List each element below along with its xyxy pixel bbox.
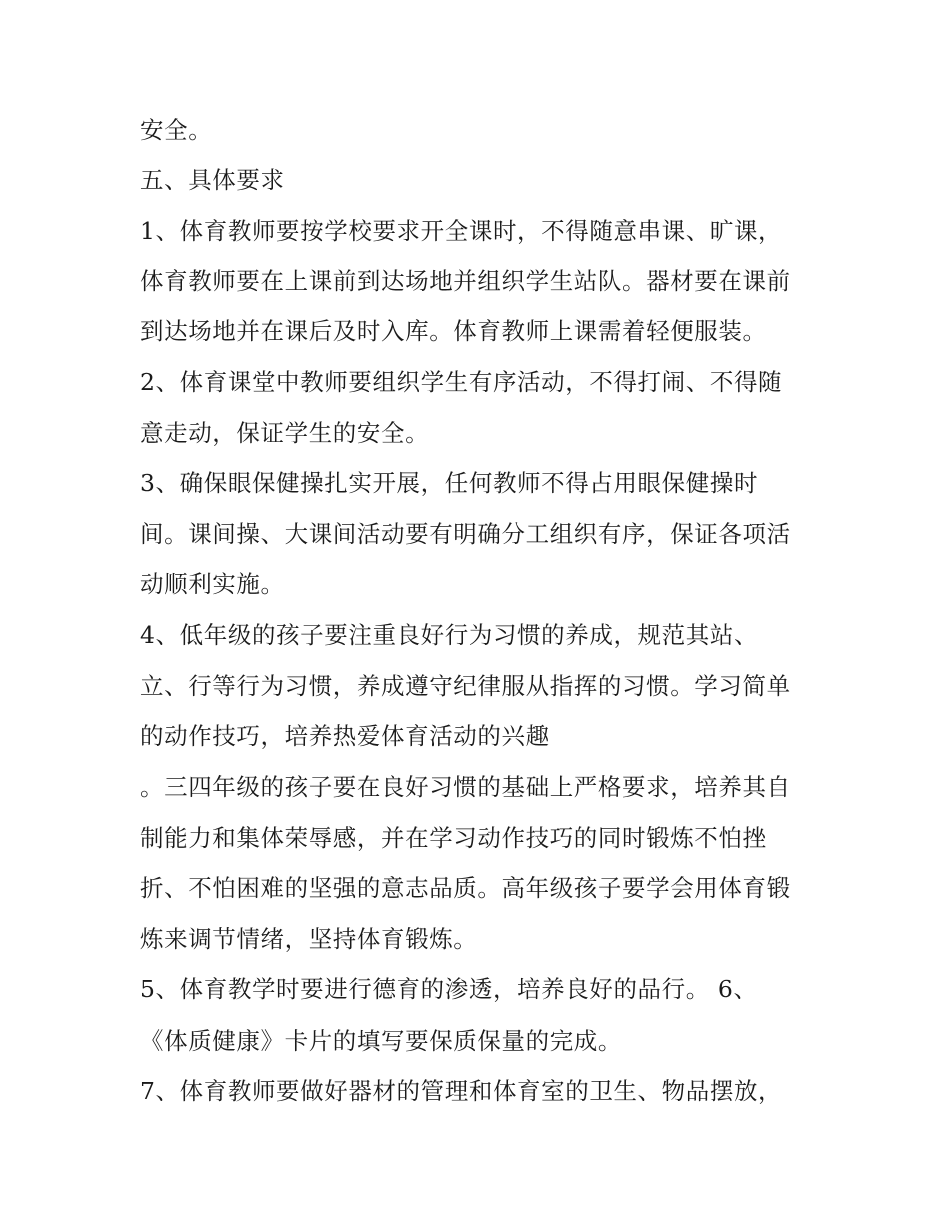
- text-line: 到达场地并在课后及时入库。体育教师上课需着轻便服装。: [140, 317, 767, 345]
- text-line: 5、体育教学时要进行德育的渗透，培养良好的品行。 6、: [140, 975, 758, 1003]
- section-heading: 五、具体要求: [140, 166, 285, 194]
- text-line: 。三四年级的孩子要在良好习惯的基础上严格要求，培养其自: [140, 773, 791, 801]
- text-line: 间。课间操、大课间活动要有明确分工组织有序，保证各项活: [140, 520, 791, 548]
- text-line: 4、低年级的孩子要注重良好行为习惯的养成，规范其站、: [140, 621, 759, 649]
- text-line: 1、体育教师要按学校要求开全课时，不得随意串课、旷课，: [140, 217, 783, 245]
- text-line: 7、体育教师要做好器材的管理和体育室的卫生、物品摆放，: [140, 1077, 783, 1105]
- text-line: 意走动，保证学生的安全。: [140, 419, 430, 447]
- text-line: 立、行等行为习惯，养成遵守纪律服从指挥的习惯。学习简单: [140, 672, 791, 700]
- text-line: 炼来调节情绪，坚持体育锻炼。: [140, 925, 478, 953]
- text-line: 制能力和集体荣辱感，并在学习动作技巧的同时锻炼不怕挫: [140, 824, 767, 852]
- text-line: 2、体育课堂中教师要组织学生有序活动，不得打闹、不得随: [140, 368, 783, 396]
- text-line: 动顺利实施。: [140, 570, 285, 598]
- text-line: 体育教师要在上课前到达场地并组织学生站队。器材要在课前: [140, 267, 791, 295]
- text-line: 的动作技巧，培养热爱体育活动的兴趣: [140, 722, 550, 750]
- text-line: 安全。: [140, 116, 213, 144]
- text-line: 折、不怕困难的坚强的意志品质。高年级孩子要学会用体育锻: [140, 874, 791, 902]
- text-line: 《体质健康》卡片的填写要保质保量的完成。: [140, 1027, 622, 1055]
- text-line: 3、确保眼保健操扎实开展，任何教师不得占用眼保健操时: [140, 469, 759, 497]
